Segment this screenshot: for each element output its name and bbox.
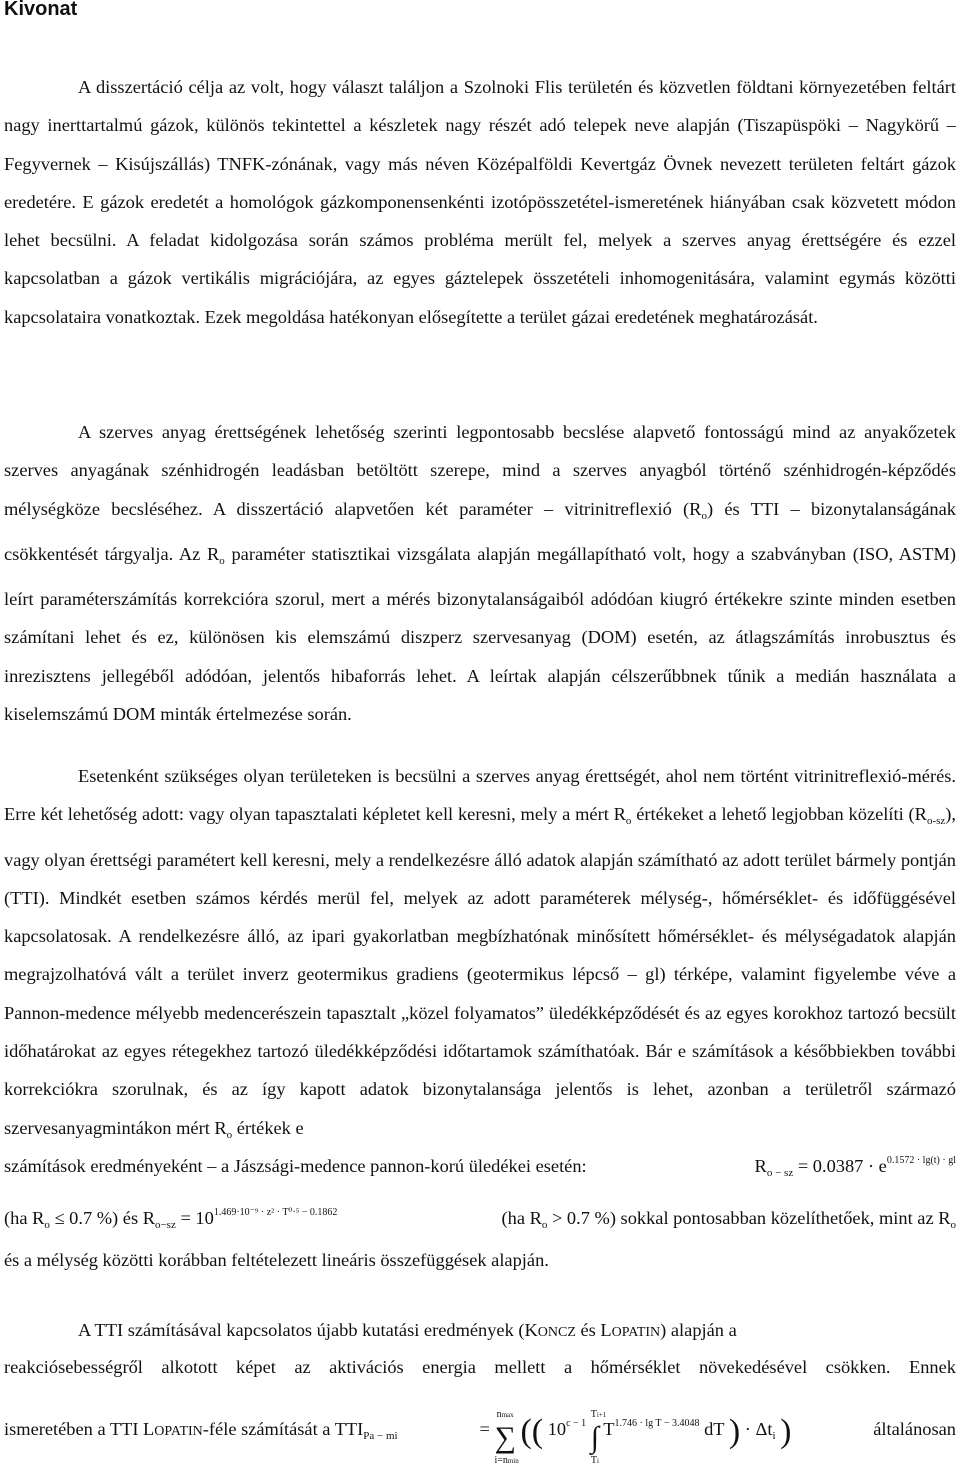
subscript: o bbox=[219, 554, 225, 567]
paragraph-2-text-c: paraméter statisztikai vizsgálata alapján megállapítható volt, hogy a szabványban (ISO, ASTM) leírt paraméterszámítás korrekcióra szorul, mert a mérés bizonytalanságaiból adódóan kiugró értékekre szinte minden esetben számítani lehet és ez, különösen kis elemszámú diszperz szervesanyag (DOM) esetén, az átlagszámítás inrobusztus és inrezisztens jellegéből adódóan, jelentős hibaforrás lehet. A leírtak alapján célszerűbbnek tűnik a medián használata a kiselemszámú DOM minták értelmezése során. bbox=[4, 543, 956, 725]
left-paren-icon: ( bbox=[520, 1413, 532, 1450]
int-lower-sub: i bbox=[596, 1457, 599, 1465]
subscript: Pa − mi bbox=[363, 1430, 398, 1442]
p4-line3-text-a: ismeretében a TTI L bbox=[4, 1419, 155, 1439]
int-upper-sub: i+1 bbox=[596, 1411, 607, 1419]
paragraph-1-text: A disszertáció célja az volt, hogy választ találjon a Szolnoki Flis területén és közvetlen földtani környezetében feltárt nagy inerttartalmú gázok, különös tekintettel a készletek nagy részét adó telepek neve alapján (Tiszapüspöki – Nagykörű – Fegyvernek – Kisújszállás) TNFK-zónának, vagy más néven Középalföldi Kevertgáz Övnek nevezett területen feltárt gázok eredetére. E gázok eredetét a homológok gázkomponensenkénti izotópösszetétel-ismeretének hiányában csak közvetett módon lehet becsülni. A feladat kidolgozása során számos probléma merült fel, melyek a szerves anyag érettségére és ezzel kapcsolatban a gázok vertikális migrációjára, az egyes gáztelepek összetételi inhomogenitására, valamint egymás közötti kapcsolataira vonatkoztak. Ezek megoldása hatékonyan elősegítette a terület gázai eredetének meghatározását. bbox=[4, 77, 956, 327]
subscript: o bbox=[701, 509, 707, 522]
p4-text-e: ) alapján a bbox=[660, 1320, 737, 1340]
formula-line-1-text: számítások eredményeként – a Jászsági-medence pannon-korú üledékei esetén: bbox=[4, 1156, 587, 1176]
temperature-symbol: T bbox=[603, 1419, 615, 1439]
subscript: o bbox=[625, 815, 632, 828]
formula-line-2-text-a: (ha R bbox=[4, 1208, 45, 1228]
left-paren-icon: ( bbox=[531, 1413, 544, 1450]
paragraph-4-line-3 bbox=[4, 1409, 956, 1466]
integral-icon: ∫ bbox=[590, 1421, 599, 1454]
subscript: o−sz bbox=[154, 1219, 176, 1231]
paragraph-3-text-d: értékek e bbox=[232, 1117, 304, 1138]
subscript: o − sz bbox=[766, 1167, 794, 1179]
paragraph-3-text-a: Esetenként szükséges olyan területeken is becsülni a szerves anyag érettségét, ahol nem történt vitrinitreflexió-mérés. Erre két lehetőség adott: vagy olyan tapasztalati képletet kell keresni, mely a mért R bbox=[4, 766, 956, 825]
paragraph-1 bbox=[4, 68, 956, 336]
int-upper: T bbox=[590, 1409, 597, 1420]
formula-line-2 bbox=[4, 1207, 956, 1231]
equals-sign: = bbox=[479, 1419, 490, 1439]
formula-ro-sz-1 bbox=[755, 1155, 956, 1179]
paragraph-3-text-c: ), vagy olyan érettségi paramétert kell keresni, mely a rendelkezésre álló adatok alapján számítható az adott terület bármely pontján (TTI). Mindkét esetben számos kérdés merül fel, melyek az adott paraméterek mélység-, hőmérséklet- és időfüggésével kapcsolatosak. A rendelkezésre álló, az ipari gyakorlatban megbízhatónak minősített hőmérséklet- és mélységadatok alapján megrajzolhatóvá vált a terület inverz geotermikus gradiens (geotermikus lépcső – gl) térképe, valamint figyelembe véve a Pannon-medence mélyebb medencerészein tapasztalt „közel folyamatos” üledékképződését és az egyes korokhoz tartozó becsült időhatárokat az egyes rétegekhez tartozó üledékképződési időtartamok számíthatóak. Bár e számítások a későbbiekben további korrekciókra szorulnak, és az így kapott adatok bizonytalansága jelentős is lehet, azonban a területről származó szervesanyagmintákon mért R bbox=[4, 804, 956, 1138]
subscript: i bbox=[772, 1430, 776, 1442]
formula-line-2-text-d: (ha R bbox=[501, 1208, 542, 1228]
sum-upper: n bbox=[496, 1409, 502, 1420]
sigma-icon: ∑ bbox=[494, 1421, 516, 1454]
superscript: 1.746 · lg T − 3.4048 bbox=[614, 1418, 700, 1429]
formula-body: = 0.0387 · e bbox=[797, 1156, 887, 1176]
p4-line3-text-c: -féle számítását a TTI bbox=[202, 1419, 364, 1439]
paragraph-2-text-a: A szerves anyag érettségének lehetőség szerinti legpontosabb becslése alapvető fontosságú mind az anyakőzetek szerves anyagának szénhidrogén leadásban betöltött szerepe, mind a szerves anyagból történő szénhidrogén-képződés mélységköze becsléséhez. A disszertáció alapvetően két paraméter – vitrinitreflexió (R bbox=[4, 422, 956, 519]
int-lower: T bbox=[590, 1455, 597, 1466]
formula-line-2-text-b: ≤ 0.7 %) és R bbox=[49, 1208, 155, 1228]
paragraph-4-line-2: reakciósebességről alkotott képet az aktivációs energia mellett a hőmérséklet növekedésével csökken. Ennek bbox=[4, 1357, 956, 1377]
p4-text-c: és L bbox=[575, 1320, 612, 1340]
subscript: o bbox=[226, 1128, 233, 1141]
section-heading: Kivonat bbox=[4, 0, 78, 20]
integral bbox=[590, 1409, 607, 1466]
subscript: o bbox=[541, 1219, 548, 1231]
tti-formula bbox=[479, 1409, 792, 1466]
paragraph-2 bbox=[4, 413, 956, 733]
right-paren-icon: ) bbox=[780, 1413, 792, 1450]
subscript: o bbox=[44, 1219, 50, 1231]
superscript: 1.469·10⁻⁹ · z² · T⁰·⁵ − 0.1862 bbox=[213, 1207, 338, 1218]
subscript: o bbox=[950, 1219, 956, 1231]
delta-t: · Δt bbox=[744, 1419, 773, 1439]
right-paren-icon: ) bbox=[728, 1413, 741, 1450]
paragraph-2-text-b: ) és TTI – bizonytalanságának csökkentését tárgyalja. Az R bbox=[4, 498, 956, 564]
formula-line-2-text-c: = 10 bbox=[175, 1208, 214, 1228]
formula-symbol: R bbox=[754, 1156, 767, 1176]
summation bbox=[494, 1409, 519, 1466]
sum-upper-sub: max bbox=[501, 1411, 514, 1419]
differential: dT bbox=[704, 1419, 725, 1439]
author-name: ONCZ bbox=[537, 1325, 576, 1340]
author-name: OPATIN bbox=[611, 1325, 661, 1340]
superscript: c − 1 bbox=[566, 1418, 587, 1429]
p4-text-a: A TTI számításával kapcsolatos újabb kutatási eredmények (K bbox=[78, 1320, 538, 1340]
paragraph-3-text-b: értékeket a lehető legjobban közelíti (R bbox=[631, 804, 927, 825]
base-ten: 10 bbox=[547, 1419, 567, 1439]
paragraph-3 bbox=[4, 757, 956, 1154]
superscript: 0.1572 · lg(t) · gl bbox=[886, 1155, 956, 1166]
text-line-3: és a mélység közötti korábban feltételezett lineáris összefüggések alapján. bbox=[4, 1250, 549, 1270]
author-name: OPATIN bbox=[154, 1424, 203, 1439]
sum-lower: i=n bbox=[494, 1455, 508, 1466]
sum-lower-sub: min bbox=[507, 1457, 519, 1465]
subscript: o-sz bbox=[926, 815, 946, 828]
formula-line-1 bbox=[4, 1155, 956, 1179]
paragraph-4-line-1 bbox=[4, 1320, 956, 1341]
p4-line3-end: általánosan bbox=[873, 1419, 956, 1439]
formula-line-2-text-e: > 0.7 %) sokkal pontosabban közelíthetőek, mint az R bbox=[547, 1208, 951, 1228]
